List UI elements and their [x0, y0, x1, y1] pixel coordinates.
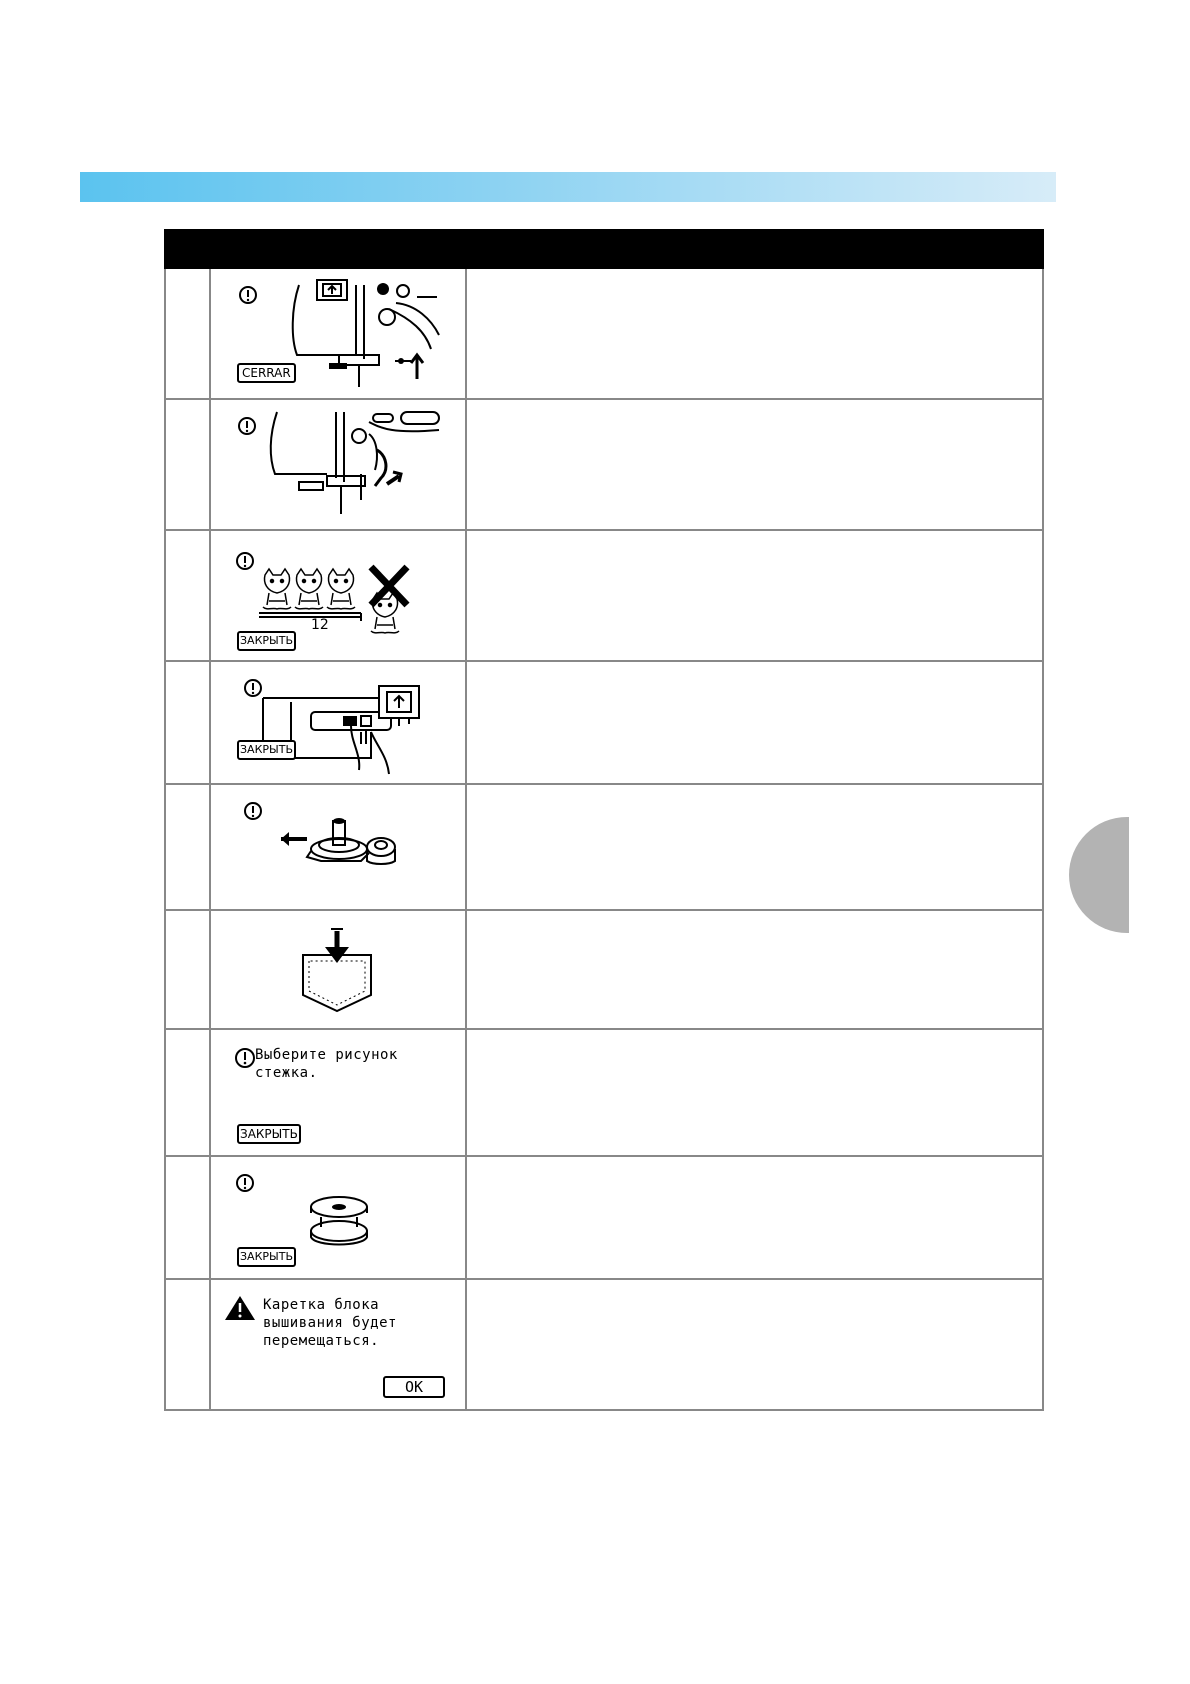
close-button[interactable]: ЗАКРЫТЬ [237, 1247, 296, 1267]
section-header-bar [80, 172, 1056, 202]
table-row [165, 530, 1043, 661]
header-cell-number [165, 230, 210, 268]
screen-cell [210, 1279, 466, 1410]
description-cell [466, 1156, 1043, 1279]
description-cell [466, 399, 1043, 530]
screen-cell [210, 399, 466, 530]
description-cell [466, 1029, 1043, 1156]
row-number-cell [165, 661, 210, 784]
table-row [165, 268, 1043, 399]
chapter-side-tab [1069, 817, 1129, 933]
row-number-cell [165, 1156, 210, 1279]
message-line-3: перемещаться. [263, 1332, 380, 1349]
row-number-cell [165, 399, 210, 530]
table-row [165, 1279, 1043, 1410]
header-cell-description [466, 230, 1043, 268]
description-cell [466, 268, 1043, 399]
close-button[interactable]: ЗАКРЫТЬ [237, 631, 296, 651]
row-number-cell [165, 530, 210, 661]
row-number-cell [165, 784, 210, 909]
row-number-cell [165, 1279, 210, 1410]
table-row [165, 1156, 1043, 1279]
screen-cell [210, 1156, 466, 1279]
table-row [165, 1029, 1043, 1156]
message-line-1: Каретка блока [263, 1296, 380, 1313]
screen-cell [210, 661, 466, 784]
description-cell [466, 910, 1043, 1029]
error-messages-table [164, 229, 1044, 1411]
screen-cell [210, 530, 466, 661]
message-line-1: Выберите рисунок [255, 1046, 398, 1063]
screen-cell [210, 1029, 466, 1156]
description-cell [466, 530, 1043, 661]
screen-cell [210, 910, 466, 1029]
description-cell [466, 661, 1043, 784]
table-row [165, 784, 1043, 909]
table-row [165, 399, 1043, 530]
character-count: 12 [311, 617, 329, 634]
pocket-icon [211, 911, 463, 1027]
row-number-cell [165, 910, 210, 1029]
message-line-2: вышивания будет [263, 1314, 397, 1331]
embroidery-button-icon [211, 662, 463, 782]
message-line-2: стежка. [255, 1064, 318, 1081]
table-row [165, 661, 1043, 784]
screen-cell [210, 784, 466, 909]
row-number-cell [165, 1029, 210, 1156]
description-cell [466, 1279, 1043, 1410]
embroidery-key-icon [315, 278, 349, 302]
bobbin-winder-icon [211, 785, 463, 905]
table-row [165, 910, 1043, 1029]
close-button[interactable]: CERRAR [237, 363, 296, 383]
table-header-row [165, 230, 1043, 268]
presser-foot-lower-icon [211, 400, 463, 526]
close-button[interactable]: ЗАКРЫТЬ [237, 1124, 301, 1144]
ok-button[interactable]: OK [383, 1376, 445, 1398]
header-cell-screen [210, 230, 466, 268]
row-number-cell [165, 268, 210, 399]
description-cell [466, 784, 1043, 909]
caution-triangle-icon [223, 1292, 263, 1332]
close-button[interactable]: ЗАКРЫТЬ [237, 740, 296, 760]
